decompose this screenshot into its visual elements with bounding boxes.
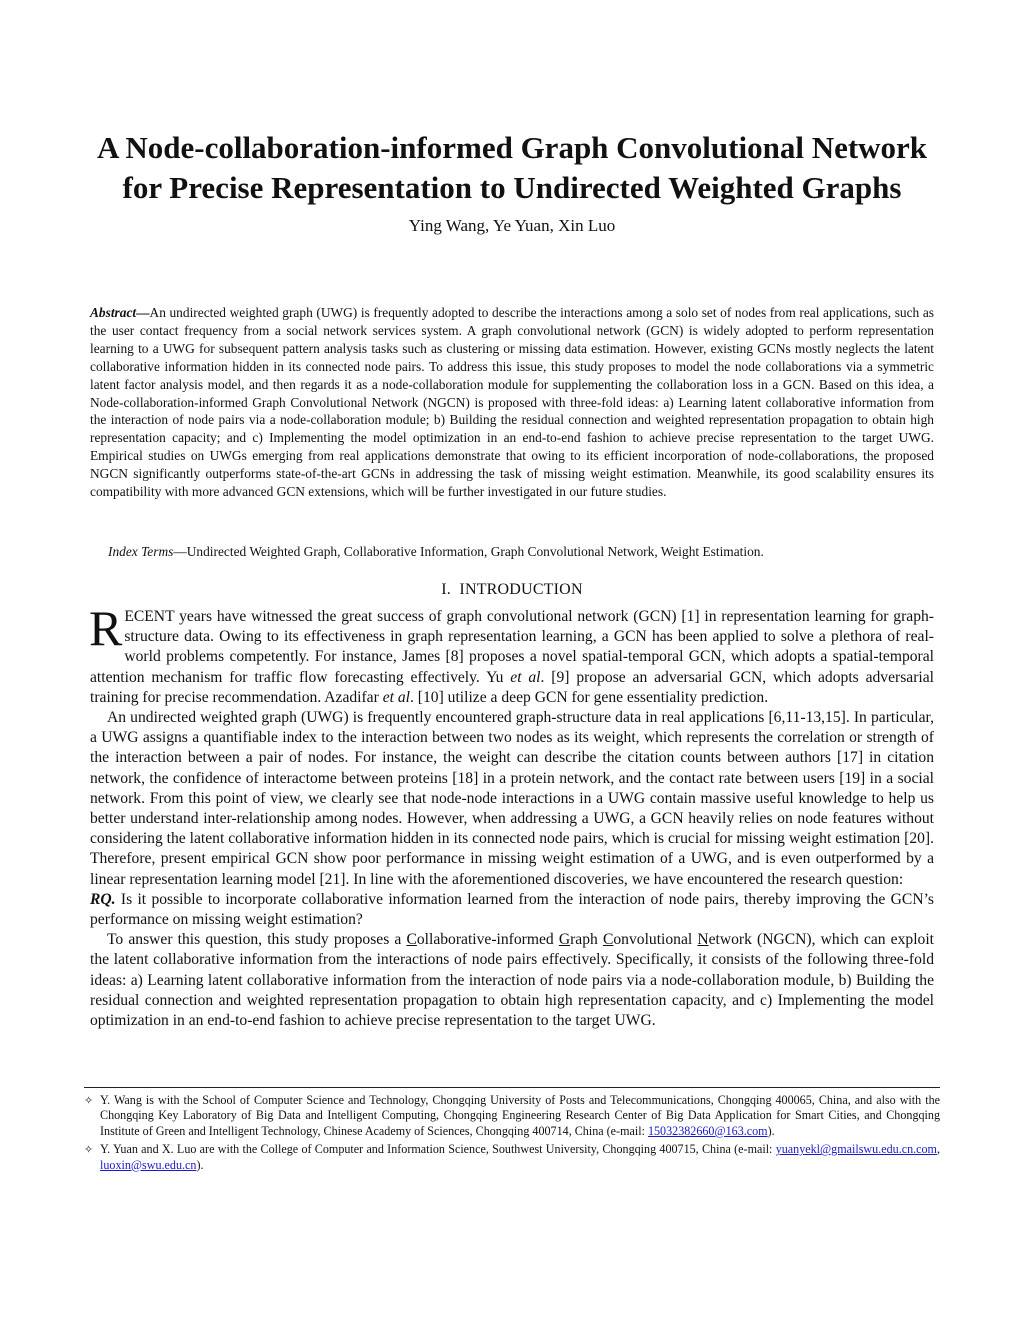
- drop-cap: R: [89, 600, 123, 656]
- section-title: INTRODUCTION: [459, 581, 583, 598]
- footnote-2-text: Y. Yuan and X. Luo are with the College of Computer and Information Science, Southwest University, Chongqing 400715, China (e-mail:: [100, 1142, 776, 1157]
- footnote-2-separator: ,: [936, 1142, 940, 1157]
- title-line-1: A Node-collaboration-informed Graph Convolutional Network: [96, 130, 928, 165]
- footnote-affiliation-2: [84, 1142, 940, 1173]
- acronym-letter-n: N: [697, 931, 709, 949]
- intro-p3-text-e: etwork (NGCN), which can exploit the latent collaborative information from the interactions of node pairs effectively. Specifically, it consists of the following three-fold ideas: a) Learning latent collaborative information from the interaction of node pairs via a node-collaboration module, b) Building the residual connection and weighted representation propagation to obtain high representation capacity, and c) Implementing the model optimization in an end-to-end fashion to achieve precise representation to the target UWG.: [90, 931, 934, 1030]
- intro-p1-text-c: . [10] utilize a deep GCN for gene essentiality prediction.: [410, 688, 769, 706]
- intro-p3-text-b: ollaborative-informed: [416, 931, 559, 949]
- acronym-letter-g: G: [558, 931, 571, 949]
- intro-p1-etal-2: et al: [382, 688, 410, 706]
- footnote-1-end: ).: [767, 1123, 775, 1138]
- intro-paragraph-1: [89, 600, 934, 708]
- abstract-dash: —: [136, 305, 150, 320]
- email-link-luo[interactable]: luoxin@swu.edu.cn: [100, 1157, 197, 1172]
- footnote-marker-icon: ✧: [84, 1094, 94, 1107]
- abstract: [90, 304, 934, 501]
- intro-p1-text-a: ECENT years have witnessed the great success of graph convolutional network (GCN) [1] in representation learning for graph-structure data. Owing to its effectiveness in graph representation learning, a GCN has been applied to solve a plethora of real-world problems competently. For instance, James [8] proposes a novel spatial-temporal GCN, which adopts a spatial-temporal attention mechanism for traffic flow forecasting effectively. Yu: [90, 608, 934, 686]
- paper-title: [40, 128, 984, 208]
- intro-paragraph-2: An undirected weighted graph (UWG) is frequently encountered graph-structure data in real applications [6,11-13,15]. In particular, a UWG assigns a quantifiable index to the interaction between two nodes as its weight, which represents the correlation or strength of the interaction between a pair of nodes. For instance, the weight can describe the citation counts between authors [17] in citation network, the confidence of interactome between proteins [18] in a protein network, and the contact rate between users [19] in a social network. From this point of view, we clearly see that node-node interactions in a UWG contain massive useful knowledge to help us better understand inter-relationship among nodes. However, when addressing a UWG, a GCN heavily relies on node features without considering the latent collaborative information hidden in its connected node pairs, which is crucial for missing weight estimation [20]. Therefore, present empirical GCN show poor performance in missing weight estimation of a UWG, and is even outperformed by a linear representation learning model [21]. In line with the aforementioned discoveries, we have encountered the research question:: [90, 709, 934, 888]
- footnote-divider: [84, 1087, 940, 1088]
- footnote-1-text: Y. Wang is with the School of Computer Science and Technology, Chongqing University of Posts and Telecommunications, Chongqing 400065, China, and also with the Chongqing Key Laboratory of Big Data and Intelligent Computing, Chongqing Engineering Research Center of Big Data Application for Smart Cities, and Chongqing Institute of Green and Intelligent Technology, Chinese Academy of Sciences, Chongqing 400714, China (e-mail:: [100, 1093, 940, 1138]
- intro-p3-text-a: To answer this question, this study proposes a: [107, 931, 407, 949]
- index-terms-label: Index Terms: [108, 544, 174, 559]
- author-list: Ying Wang, Ye Yuan, Xin Luo: [408, 216, 616, 235]
- introduction-body: [89, 600, 934, 1031]
- section-number: I.: [441, 581, 452, 598]
- intro-p3-text-c: raph: [570, 931, 603, 949]
- title-line-2: for Precise Representation to Undirected Weighted Graphs: [122, 170, 902, 205]
- research-question: [90, 890, 934, 930]
- intro-paragraph-3: [90, 930, 934, 1031]
- abstract-text: An undirected weighted graph (UWG) is frequently adopted to describe the interactions among a solo set of nodes from real applications, such as the user contact frequency from a social network services system. A graph convolutional network (GCN) is widely adopted to perform representation learning to a UWG for subsequent pattern analysis tasks such as clustering or missing data estimation. However, existing GCNs mostly neglects the latent collaborative information hidden in its connected node pairs. To address this issue, this study proposes to model the node collaborations via a symmetric latent factor analysis model, and then regards it as a node-collaboration module for supplementing the collaboration loss in a GCN. Based on this idea, a Node-collaboration-informed Graph Convolutional Network (NGCN) is proposed with three-fold ideas: a) Learning latent collaborative information from the interaction of node pairs via a node-collaboration module; b) Building the residual connection and weighted representation propagation to obtain high representation capacity; and c) Implementing the model optimization in an end-to-end fashion to achieve precise representation to the target UWG. Empirical studies on UWGs emerging from real applications demonstrate that owing to its efficient incorporation of node-collaborations, the proposed NGCN significantly outperforms state-of-the-art GCNs in addressing the task of missing weight estimation. Meanwhile, its good scalability ensures its compatibility with more advanced GCN extensions, which will be further investigated in our future studies.: [90, 305, 934, 500]
- rq-label: RQ.: [90, 890, 116, 908]
- section-heading: [40, 580, 984, 600]
- rq-text: Is it possible to incorporate collaborative information learned from the interaction of node pairs, thereby improving the GCN’s performance on missing weight estimation?: [90, 890, 934, 929]
- intro-p3-text-d: onvolutional: [613, 931, 698, 949]
- footnote-affiliation-1: [84, 1093, 940, 1139]
- intro-p1-text-b: . [9] propose an adversarial GCN, which adopts adversarial training for precise recommendation. Azadifar: [90, 668, 934, 706]
- index-terms: [108, 543, 938, 560]
- intro-p1-etal-1: et al: [510, 668, 541, 686]
- acronym-letter-c: C: [406, 931, 417, 949]
- acronym-letter-c2: C: [602, 931, 614, 949]
- email-link-wang[interactable]: 15032382660@163.com: [647, 1123, 768, 1138]
- footnote-marker-icon: ✧: [84, 1143, 94, 1157]
- abstract-label: Abstract: [90, 305, 137, 320]
- footnote-2-end: ).: [196, 1157, 204, 1172]
- email-link-yuan[interactable]: yuanyekl@gmailswu.edu.cn.com: [775, 1142, 937, 1157]
- index-terms-dash: —: [173, 544, 187, 559]
- index-terms-text: Undirected Weighted Graph, Collaborative Information, Graph Convolutional Network, Weight Estimation.: [186, 544, 764, 559]
- footnotes: [84, 1093, 940, 1176]
